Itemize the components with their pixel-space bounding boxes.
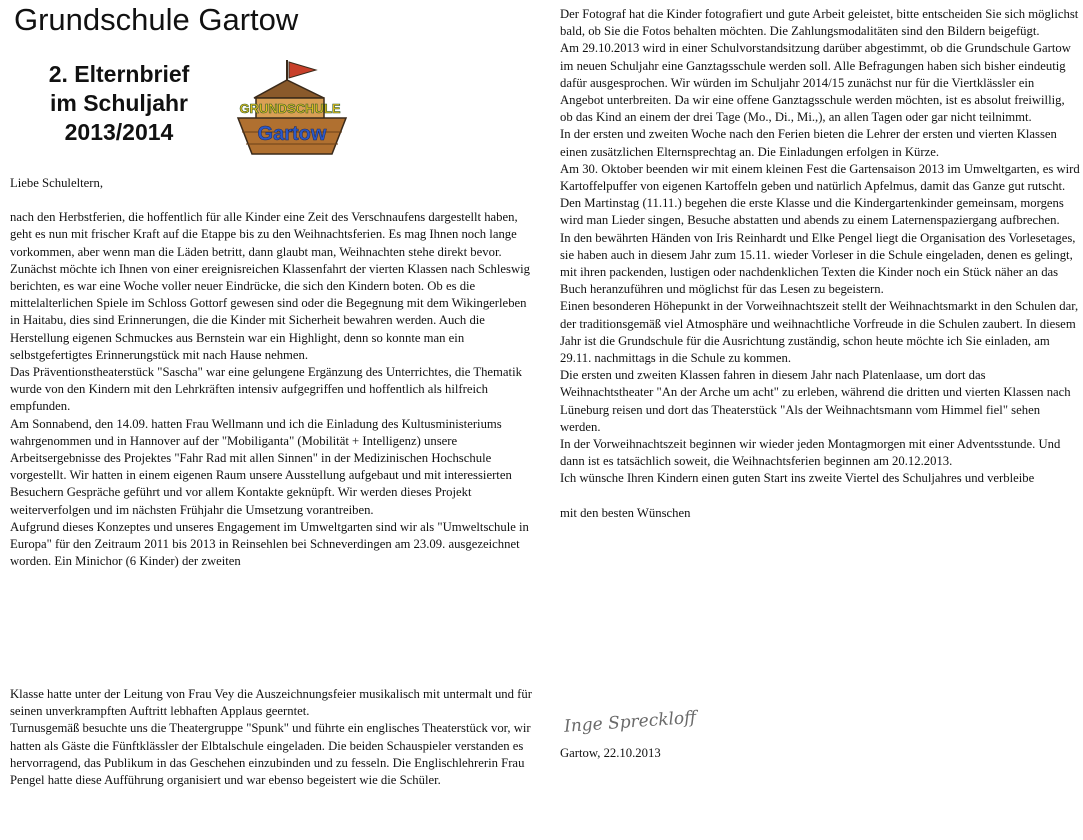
letter-column-right [560,6,1080,522]
letter-column-left [10,175,532,570]
heading-line-3: 2013/2014 [64,119,174,145]
paragraph: Der Fotograf hat die Kinder fotografiert und gute Arbeit geleistet, bitte entscheiden Sie sich möglichst bald, ob Sie die Fotos behalten möchten. Die Zahlungsmodalitäten sind den Bildern beigefügt. [560,7,1079,39]
logo-text-top: GRUNDSCHULE [239,101,341,116]
ark-boat-logo-icon [232,56,352,160]
paragraph: Ich wünsche Ihren Kindern einen guten Start ins zweite Viertel des Schuljahres und verbleibe [560,471,1035,486]
logo-text-bottom: Gartow [257,123,327,145]
paragraph: Am Sonnabend, den 14.09. hatten Frau Wellmann und ich die Einladung des Kultusministeriums wahrgenommen und in Hannover auf der "Mobiliganta" (Mobilität + Intelligenz) unsere Arbeitsergebnisse des Projektes "Fahr Rad mit allen Sinnen" in der Medizinischen Hochschule vorgestellt. Wir hatten in einem eigenen Raum unsere Ausstellung aufgebaut und mit interessierten Besuchern Gespräche geführt und vor allem Kontakte geknüpft. Wir werden dieses Projekt weiterverfolgen und im nächsten Frühjahr die Umsetzung vorantreiben. [10,416,512,517]
paragraph: Einen besonderen Höhepunkt in der Vorweihnachtszeit stellt der Weihnachtsmarkt in den Schulen dar, der traditionsgemäß viel Atmosphäre und weihnachtliche Vorfreude in die Schulen zaubert. In diesem Jahr ist die Grundschule für die Ausrichtung zuständig, schon heute möchte ich Sie einladen, am 29.11. nachmittags in die Schule zu kommen. [560,299,1079,366]
letter-closing: mit den besten Wünschen [560,505,691,520]
letter-heading [14,60,224,147]
place-date: Gartow, 22.10.2013 [560,746,661,760]
letter-column-left-continuation [10,686,532,789]
paragraph: Am 30. Oktober beenden wir mit einem kleinen Fest die Gartensaison 2013 im Umweltgarten, es wird Kartoffelpuffer von eigenen Kartoffeln geben und natürlich Apfelmus, damit das Ganze gut rutscht. [560,161,1080,194]
paragraph: Turnusgemäß besuchte uns die Theatergruppe "Spunk" und führte ein englisches Theaterstück vor, wir hatten als Gäste die Fünftklässler der Elbtalschule eingeladen. Die beiden Schauspieler verstanden es hervorragend, das Publikum in das Geschehen einzubinden und zu fesseln. Die Englischlehrerin Frau Pengel hatte diese Aufführung organisiert und war ebenso begeistert wie die Schüler. [10,721,531,788]
school-name: Grundschule Gartow [14,2,299,37]
paragraph: Das Präventionstheaterstück "Sascha" war eine gelungene Ergänzung des Unterrichtes, die Thematik wurde von den Kindern mit den Lehrkräften intensiv aufgegriffen und hoffentlich als hilfreich empfunden. [10,365,522,414]
heading-line-2: im Schuljahr [49,90,189,116]
handwritten-signature [560,702,700,738]
paragraph: Den Martinstag (11.11.) begehen die erste Klasse und die Kindergartenkinder gemeinsam, morgens wird man Lieder singen, Besuche abstatten und abends zu einem Laternenspaziergang aufbrechen. [560,196,1064,228]
letter-greeting: Liebe Schuleltern, [10,176,104,190]
paragraph: In der Vorweihnachtszeit beginnen wir wieder jeden Montagmorgen mit einer Adventsstunde. Und dann ist es tatsächlich soweit, die Weihnachtsferien beginnen am 20.12.2013. [560,437,1061,469]
paragraph: Zunächst möchte ich Ihnen von einer ereignisreichen Klassenfahrt der vierten Klassen nach Schleswig berichten, es war eine Woche voller neuer Eindrücke, die sich den Kindern boten. Ob es die mittelalterlichen Spiele im Schloss Gottorf gewesen sind oder die Begegnung mit dem Wikingerleben in Haitabu, dies sind Erinnerungen, die die Kinder mit Sicherheit bewahren werden. Auch die Herstellung eigenen Schmuckes aus Bernstein war ein Highlight, denn so konnte man ein selbstgefertigtes Erinnerungstück mit nach Hause nehmen. [10,261,531,362]
heading-line-1: 2. Elternbrief [48,61,190,87]
paragraph: Aufgrund dieses Konzeptes und unseres Engagement im Umweltgarten sind wir als "Umweltschule in Europa" für den Zeitraum 2011 bis 2013 in Reinsehlen bei Schneverdingen am 23.09. ausgezeichnet worden. Ein Minichor (6 Kinder) der zweiten [10,519,529,569]
signature-text: Inge Spreckloff [563,707,697,737]
paragraph: In den bewährten Händen von Iris Reinhardt und Elke Pengel liegt die Organisation des Vorlesetages, sie haben auch in diesem Jahr zum 15.11. wieder Vorleser in die Schule eingeladen, denen es gelingt, mit ihren packenden, lustigen oder nachdenklichen Texten die Kinder noch ein Stück näher an das Buch heranzuführen und möglichst für das Lesen zu begeistern. [560,230,1076,297]
paragraph: nach den Herbstferien, die hoffentlich für alle Kinder eine Zeit des Verschnaufens dargestellt haben, geht es nun mit frischer Kraft auf die Etappe bis zu den Weihnachtsferien. Es mag Ihnen noch lange vorkommen, aber wenn man die Läden betritt, dann glaubt man, Weihnachten stehe direkt bevor. [10,210,518,259]
paragraph: Die ersten und zweiten Klassen fahren in diesem Jahr nach Platenlaase, um dort das Weihnachtstheater "An der Arche um acht" zu erleben, während die dritten und vierten Klassen nach Lüneburg reisen und dort das Theaterstück "Als der Weihnachtsmann vom Himmel fiel" sehen werden. [560,368,1071,434]
paragraph: Klasse hatte unter der Leitung von Frau Vey die Auszeichnungsfeier musikalisch mit untermalt und für seinen unverkrampften Auftritt lebhaften Applaus geerntet. [10,687,532,719]
paragraph: Am 29.10.2013 wird in einer Schulvorstandsitzung darüber abgestimmt, ob die Grundschule Gartow im neuen Schuljahr eine Ganztagsschule werden soll. Alle Befragungen haben sich bisher eindeutig dafür ausgesprochen. Wir würden im Schuljahr 2014/15 zunächst nur für die Viertklässler ein Angebot unterbreiten. Da wir eine offene Ganztagsschule werden möchten, ist es absolut freiwillig, ob das Kind an einem der drei Tage (Mo., Di., Mi.,), an allen Tagen oder gar nicht teilnimmt. [560,41,1071,125]
paragraph: In der ersten und zweiten Woche nach den Ferien bieten die Lehrer der ersten und vierten Klassen einen zusätzlichen Elternsprechtag an. Die Einladungen erfolgen in Kürze. [560,127,1057,159]
